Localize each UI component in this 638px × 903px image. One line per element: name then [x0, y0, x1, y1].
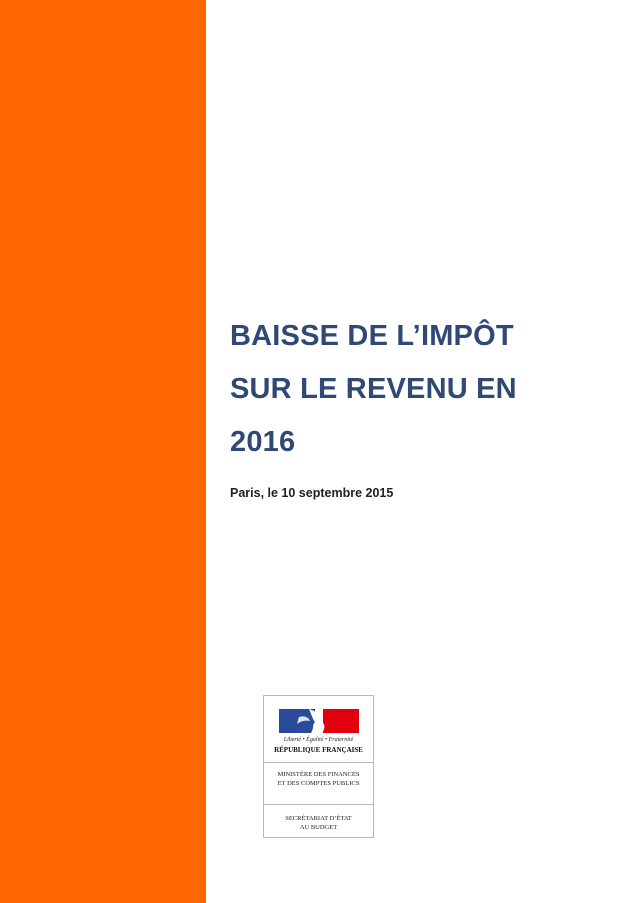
republic-motto: Liberté • Égalité • Fraternité [283, 737, 354, 743]
republic-name: RÉPUBLIQUE FRANÇAISE [274, 746, 363, 754]
ministry-line-2: ET DES COMPTES PUBLICS [277, 780, 360, 787]
marianne-flag-icon [279, 709, 359, 733]
ministry-line-1: MINISTÈRE DES FINANCES [277, 771, 360, 778]
flag-red-panel [323, 709, 359, 733]
title-line-3: 2016 [230, 426, 296, 458]
government-logo [263, 695, 374, 838]
title-line-2: SUR LE REVENU EN [230, 373, 517, 405]
title-line-1: BAISSE DE L’IMPÔT [230, 320, 514, 352]
orange-side-band [0, 0, 206, 903]
logo-divider-1 [264, 762, 373, 763]
secretariat-line-1: SECRÉTARIAT D’ÉTAT [285, 815, 352, 822]
logo-divider-2 [264, 804, 373, 805]
secretariat-name [264, 814, 373, 832]
document-date: Paris, le 10 septembre 2015 [230, 486, 394, 500]
flag-blue-panel [279, 709, 315, 733]
marianne-block [264, 696, 373, 761]
document-title [230, 310, 570, 469]
secretariat-line-2: AU BUDGET [299, 824, 338, 831]
ministry-name [264, 770, 373, 788]
